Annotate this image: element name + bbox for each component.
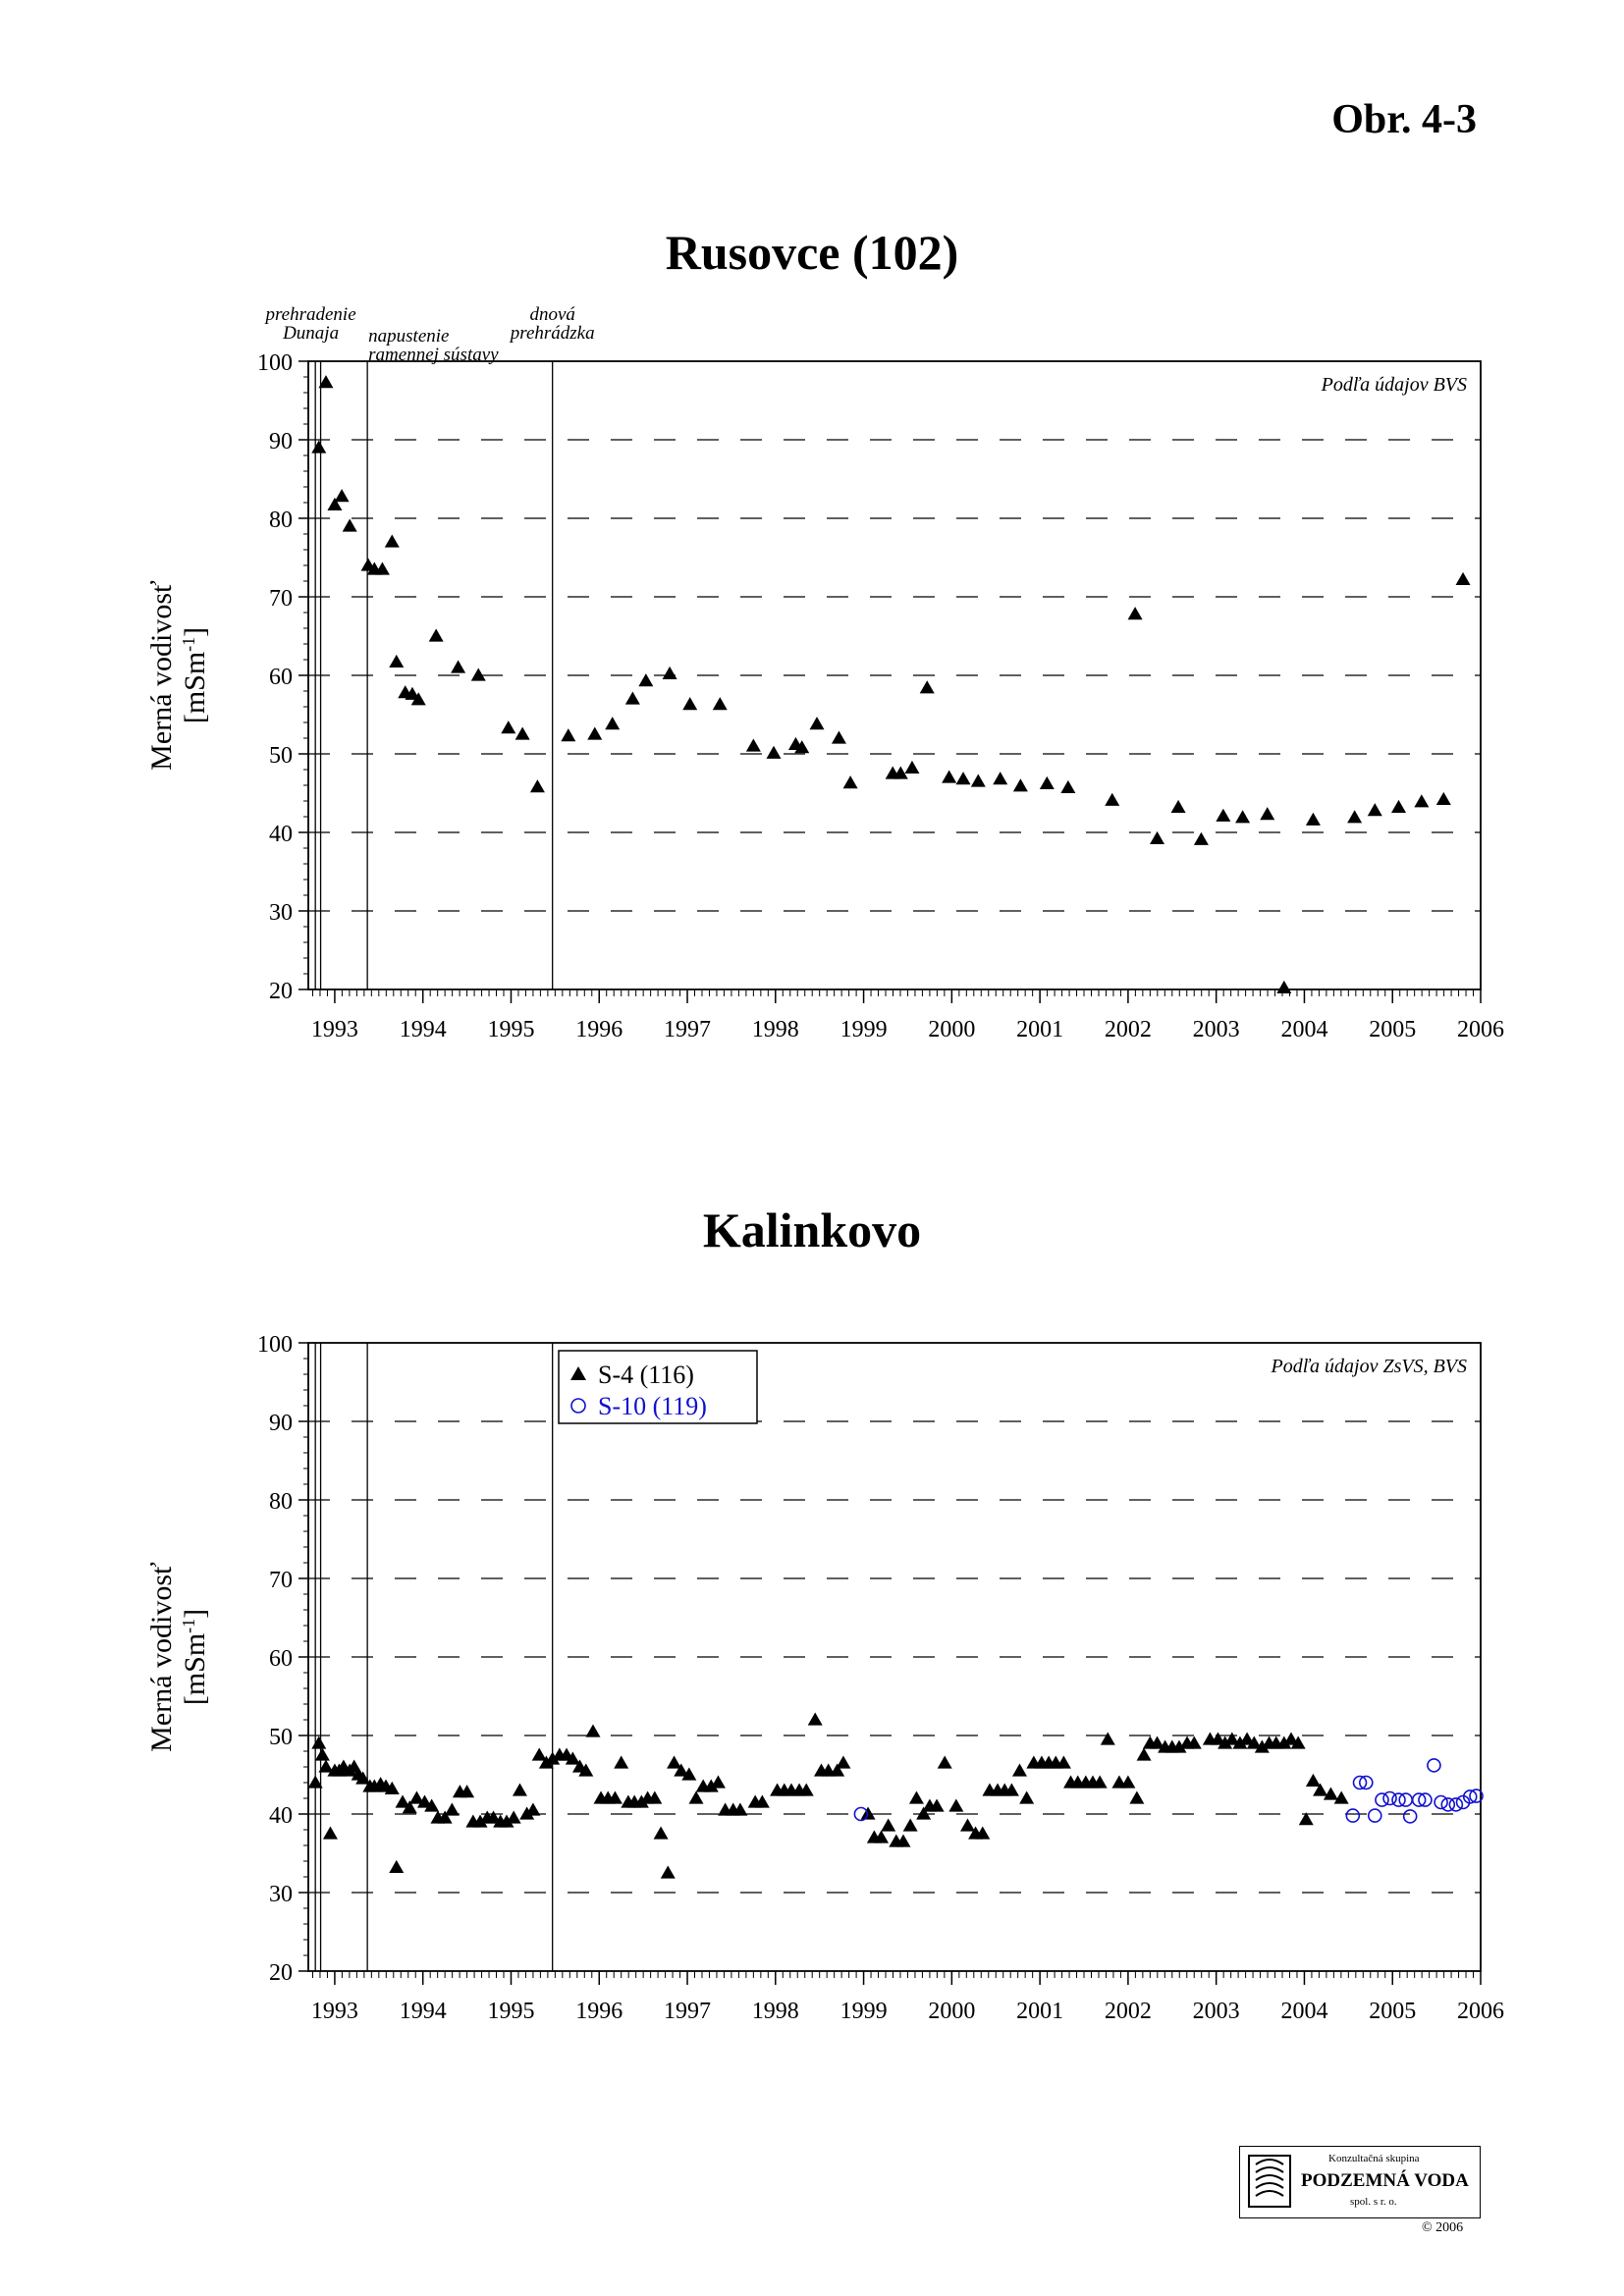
x-tick-label: 2002 [1104, 1999, 1152, 2024]
x-tick-label: 2004 [1280, 1017, 1328, 1042]
data-point-triangle [323, 1827, 338, 1840]
y-tick-label: 50 [269, 1725, 293, 1750]
x-tick-label: 2002 [1104, 1017, 1152, 1042]
data-point-circle [1404, 1810, 1417, 1823]
y-tick-label: 100 [257, 1332, 293, 1358]
data-point-triangle [513, 1784, 527, 1796]
data-point-triangle [585, 1725, 600, 1737]
data-point-triangle [909, 1791, 924, 1804]
data-point-triangle [389, 1860, 404, 1873]
x-tick-label: 1999 [839, 1999, 888, 2024]
x-tick-label: 2001 [1016, 1999, 1064, 2024]
logo-top-text: Konzultačná skupina [1328, 2153, 1420, 2164]
x-tick-label: 1999 [839, 1017, 888, 1042]
x-tick-label: 1995 [487, 1999, 535, 2024]
chart-title-rusovce: Rusovce (102) [665, 225, 959, 280]
x-tick-label: 1995 [487, 1017, 535, 1042]
y-tick-label: 20 [269, 1960, 293, 1986]
x-tick-label: 1998 [751, 1017, 799, 1042]
data-point-triangle [948, 1799, 963, 1812]
event-annotation: ramennej sústavy [368, 345, 499, 365]
data-point-circle [1383, 1792, 1396, 1805]
data-point-triangle [1012, 1764, 1027, 1777]
y-tick-label: 70 [269, 586, 293, 612]
data-point-triangle [1129, 1791, 1144, 1804]
x-tick-label: 2005 [1369, 1017, 1417, 1042]
data-point-triangle [881, 1819, 895, 1832]
event-annotation: napustenie [368, 326, 450, 347]
x-tick-label: 2004 [1280, 1999, 1328, 2024]
figure-label: Obr. 4-3 [1331, 97, 1477, 142]
y-tick-label: 80 [269, 1489, 293, 1515]
y-tick-label: 20 [269, 979, 293, 1004]
y-tick-label: 90 [269, 429, 293, 454]
x-tick-label: 2003 [1192, 1017, 1240, 1042]
data-point-triangle [808, 1713, 823, 1726]
data-point-circle [1346, 1809, 1359, 1822]
data-point-triangle [445, 1803, 460, 1816]
x-tick-label: 2000 [928, 1017, 976, 1042]
y-tick-label: 70 [269, 1568, 293, 1593]
y-tick-label: 100 [257, 350, 293, 376]
data-point-triangle [614, 1756, 628, 1769]
x-tick-label: 1993 [310, 1999, 358, 2024]
data-point-triangle [1101, 1733, 1115, 1745]
event-annotation: dnová [529, 304, 575, 325]
x-tick-label: 1996 [575, 1017, 623, 1042]
y-axis-label: Merná vodivosť [145, 1562, 178, 1752]
event-annotation: prehrádzka [510, 323, 595, 344]
y-tick-label: 50 [269, 743, 293, 769]
data-point-circle [1449, 1798, 1462, 1811]
data-point-circle [1428, 1759, 1440, 1772]
source-note: Podľa údajov ZsVS, BVS [1271, 1356, 1467, 1377]
data-point-triangle [532, 1748, 547, 1761]
data-point-triangle [315, 1748, 330, 1761]
y-tick-label: 60 [269, 1646, 293, 1672]
copyright: © 2006 [1422, 2220, 1464, 2235]
legend-label: S-10 (119) [598, 1392, 707, 1420]
x-tick-label: 1994 [399, 1017, 447, 1042]
y-tick-label: 90 [269, 1411, 293, 1436]
x-tick-label: 1993 [310, 1017, 358, 1042]
event-annotation: prehradenie [265, 304, 356, 325]
x-tick-label: 2003 [1192, 1999, 1240, 2024]
y-axis-label: Merná vodivosť [145, 580, 178, 771]
x-tick-label: 1997 [664, 1017, 712, 1042]
data-point-circle [1435, 1796, 1447, 1809]
logo-wave-icon [1248, 2155, 1291, 2208]
data-point-triangle [711, 1776, 726, 1789]
data-point-triangle [661, 1866, 676, 1879]
company-logo [1239, 2146, 1481, 2218]
y-axis-unit: [mSm$^{-1}$] [179, 626, 211, 724]
data-point-triangle [654, 1827, 669, 1840]
chart-title-kalinkovo: Kalinkovo [702, 1202, 922, 1257]
data-point-circle [1369, 1809, 1381, 1822]
x-tick-label: 1998 [751, 1999, 799, 2024]
data-point-triangle [960, 1819, 975, 1832]
data-point-triangle [507, 1811, 521, 1824]
logo-company-name: PODZEMNÁ VODA [1301, 2170, 1469, 2191]
data-point-triangle [667, 1756, 681, 1769]
logo-sub-text: spol. s r. o. [1350, 2196, 1397, 2208]
x-tick-label: 2006 [1457, 1999, 1504, 2024]
x-tick-label: 2006 [1457, 1017, 1504, 1042]
y-tick-label: 80 [269, 507, 293, 533]
x-tick-label: 1996 [575, 1999, 623, 2024]
legend-label: S-4 (116) [598, 1361, 694, 1389]
x-tick-label: 2001 [1016, 1017, 1064, 1042]
x-tick-label: 2000 [928, 1999, 976, 2024]
data-point-triangle [311, 1736, 326, 1749]
x-tick-label: 1994 [399, 1999, 447, 2024]
data-point-triangle [689, 1791, 704, 1804]
y-tick-label: 30 [269, 1882, 293, 1907]
data-point-triangle [1306, 1774, 1321, 1787]
event-annotation: Dunaja [283, 323, 340, 344]
y-tick-label: 30 [269, 900, 293, 926]
y-tick-label: 40 [269, 822, 293, 847]
data-point-triangle [1019, 1791, 1034, 1804]
x-tick-label: 1997 [664, 1999, 712, 2024]
y-tick-label: 40 [269, 1803, 293, 1829]
source-note: Podľa údajov BVS [1321, 374, 1467, 396]
data-point-triangle [903, 1819, 918, 1832]
y-axis-unit: [mSm$^{-1}$] [179, 1608, 211, 1706]
y-tick-label: 60 [269, 665, 293, 690]
data-point-triangle [836, 1756, 850, 1769]
x-tick-label: 2005 [1369, 1999, 1417, 2024]
data-point-triangle [1137, 1748, 1152, 1761]
data-point-triangle [938, 1756, 952, 1769]
